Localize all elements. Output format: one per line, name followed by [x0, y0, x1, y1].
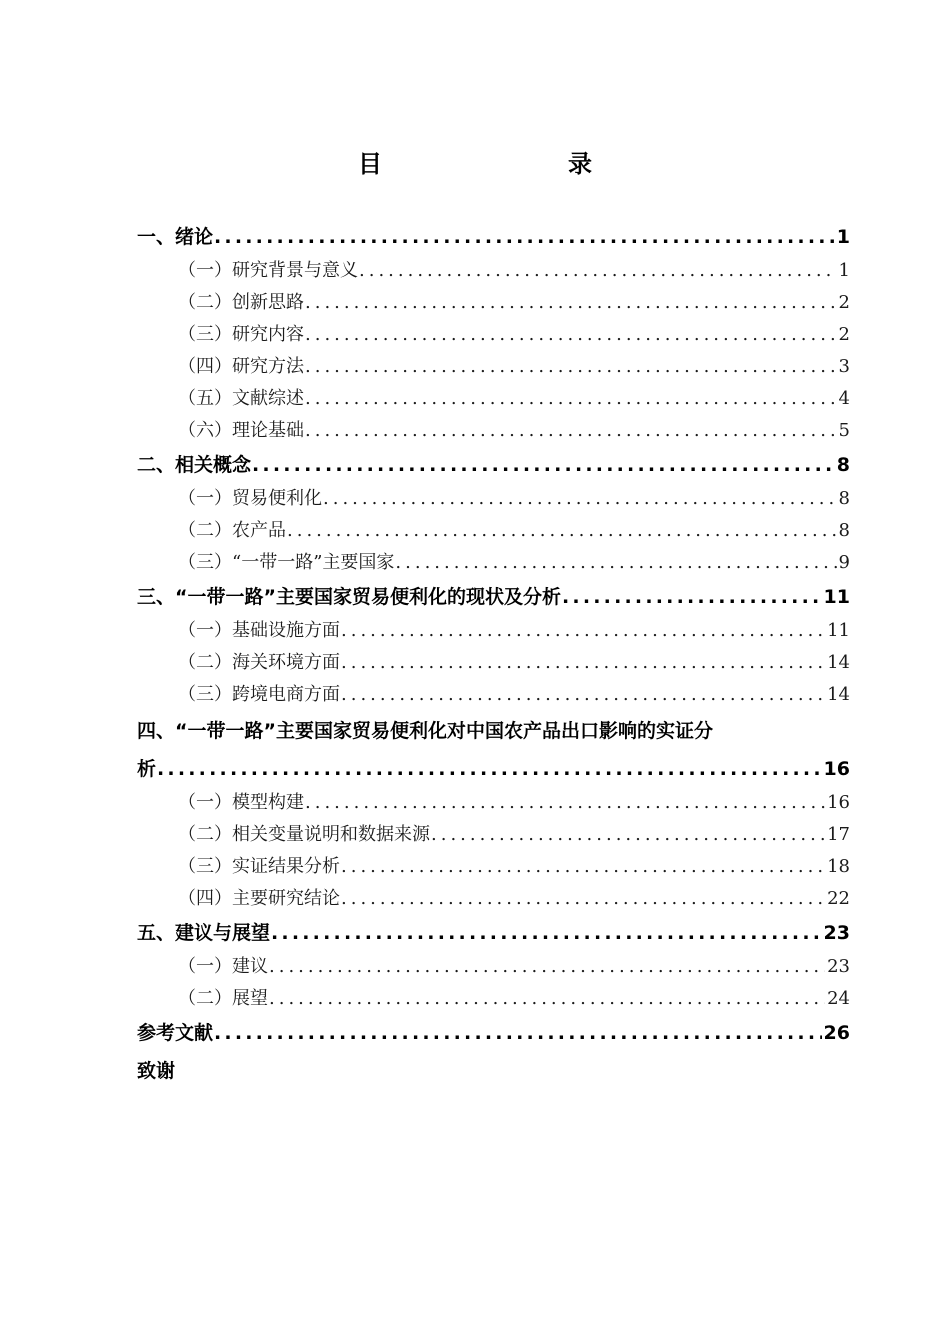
toc-page-number: 23 [827, 956, 850, 977]
toc-chapter-label: 一、绪论 [137, 226, 214, 248]
toc-section[interactable] [137, 515, 850, 547]
toc-section[interactable] [137, 615, 850, 647]
toc-acknowledgements[interactable] [137, 1051, 850, 1091]
toc-section[interactable] [137, 851, 850, 883]
toc-page-number: 24 [827, 988, 850, 1009]
toc-page-number: 8 [838, 520, 850, 541]
dot-leader [562, 579, 822, 615]
toc-chapter-label: 参考文献 [137, 1022, 214, 1044]
toc-section-label: （二）海关环境方面 [178, 652, 340, 673]
toc-section[interactable] [137, 787, 850, 819]
toc-page-number: 14 [827, 684, 850, 705]
toc-page-number: 23 [823, 922, 850, 944]
toc-section-label: （一）模型构建 [178, 792, 304, 813]
dot-leader [287, 515, 837, 547]
toc-section[interactable] [137, 319, 850, 351]
dot-leader [305, 383, 837, 415]
toc-section[interactable] [137, 983, 850, 1015]
toc-section-label: （一）研究背景与意义 [178, 260, 358, 281]
dot-leader [214, 219, 835, 255]
toc-page-number: 9 [838, 552, 850, 573]
dot-leader [341, 679, 825, 711]
dot-leader [341, 851, 825, 883]
dot-leader [305, 787, 825, 819]
toc-chapter-label: 二、相关概念 [137, 454, 252, 476]
toc-page-number: 18 [827, 856, 850, 877]
toc-section-label: （三）研究内容 [178, 324, 304, 345]
dot-leader [269, 983, 825, 1015]
dot-leader [271, 915, 822, 951]
toc-page-number: 14 [827, 652, 850, 673]
toc-section[interactable] [137, 415, 850, 447]
toc-chapter-4-line1[interactable] [137, 711, 850, 751]
toc-chapter-label: 致谢 [137, 1060, 176, 1082]
toc-page-number: 1 [836, 226, 850, 248]
toc-section-label: （三）“一带一路”主要国家 [178, 552, 395, 573]
dot-leader [157, 751, 822, 787]
toc-chapter-4-line2[interactable] [137, 751, 850, 787]
toc-section-label: （一）贸易便利化 [178, 488, 322, 509]
toc-section[interactable] [137, 547, 850, 579]
toc-page-number: 8 [838, 488, 850, 509]
dot-leader [305, 287, 837, 319]
toc-page-number: 2 [838, 292, 850, 313]
toc-section-label: （二）农产品 [178, 520, 286, 541]
toc-section[interactable] [137, 951, 850, 983]
toc-chapter-5[interactable] [137, 915, 850, 951]
toc-chapter-2[interactable] [137, 447, 850, 483]
toc-section[interactable] [137, 383, 850, 415]
toc-chapter-label-continued: 析 [137, 758, 157, 780]
toc-references[interactable] [137, 1015, 850, 1051]
toc-section-label: （四）研究方法 [178, 356, 304, 377]
toc-section-label: （六）理论基础 [178, 420, 304, 441]
dot-leader [305, 319, 837, 351]
toc-page-number: 11 [827, 620, 850, 641]
toc-page-number: 8 [836, 454, 850, 476]
toc-page-number: 22 [827, 888, 850, 909]
dot-leader [305, 415, 837, 447]
toc-page-number: 2 [838, 324, 850, 345]
toc-section-label: （五）文献综述 [178, 388, 304, 409]
toc-section[interactable] [137, 351, 850, 383]
toc-section-label: （二）相关变量说明和数据来源 [178, 824, 430, 845]
toc-chapter-3[interactable] [137, 579, 850, 615]
dot-leader [323, 483, 837, 515]
dot-leader [341, 883, 825, 915]
toc-section[interactable] [137, 819, 850, 851]
toc-section[interactable] [137, 255, 850, 287]
toc-chapter-label: 五、建议与展望 [137, 922, 271, 944]
dot-leader [395, 547, 836, 579]
toc-section-label: （三）跨境电商方面 [178, 684, 340, 705]
dot-leader [431, 819, 825, 851]
dot-leader [269, 951, 825, 983]
toc-page-number: 17 [827, 824, 850, 845]
toc-section[interactable] [137, 679, 850, 711]
table-of-contents [137, 219, 850, 1091]
toc-section-label: （三）实证结果分析 [178, 856, 340, 877]
toc-section[interactable] [137, 883, 850, 915]
toc-section-label: （四）主要研究结论 [178, 888, 340, 909]
dot-leader [214, 1015, 822, 1051]
page-title: 目 录 [358, 150, 638, 178]
toc-page-number: 16 [823, 758, 850, 780]
toc-chapter-label: 三、“一带一路”主要国家贸易便利化的现状及分析 [137, 586, 561, 608]
toc-page-number: 11 [823, 586, 850, 608]
toc-section-label: （二）展望 [178, 988, 268, 1009]
toc-page-number: 26 [823, 1022, 850, 1044]
toc-section[interactable] [137, 483, 850, 515]
toc-page-number: 5 [838, 420, 850, 441]
dot-leader [341, 615, 825, 647]
toc-section-label: （一）基础设施方面 [178, 620, 340, 641]
toc-page-number: 4 [838, 388, 850, 409]
toc-page-number: 3 [838, 356, 850, 377]
toc-section[interactable] [137, 647, 850, 679]
toc-section[interactable] [137, 287, 850, 319]
dot-leader [252, 447, 835, 483]
dot-leader [341, 647, 825, 679]
toc-chapter-1[interactable] [137, 219, 850, 255]
toc-page-number: 1 [838, 260, 850, 281]
toc-page-number: 16 [827, 792, 850, 813]
dot-leader [305, 351, 837, 383]
toc-section-label: （一）建议 [178, 956, 268, 977]
toc-chapter-label: 四、“一带一路”主要国家贸易便利化对中国农产品出口影响的实证分 [137, 720, 713, 742]
toc-section-label: （二）创新思路 [178, 292, 304, 313]
dot-leader [359, 255, 837, 287]
